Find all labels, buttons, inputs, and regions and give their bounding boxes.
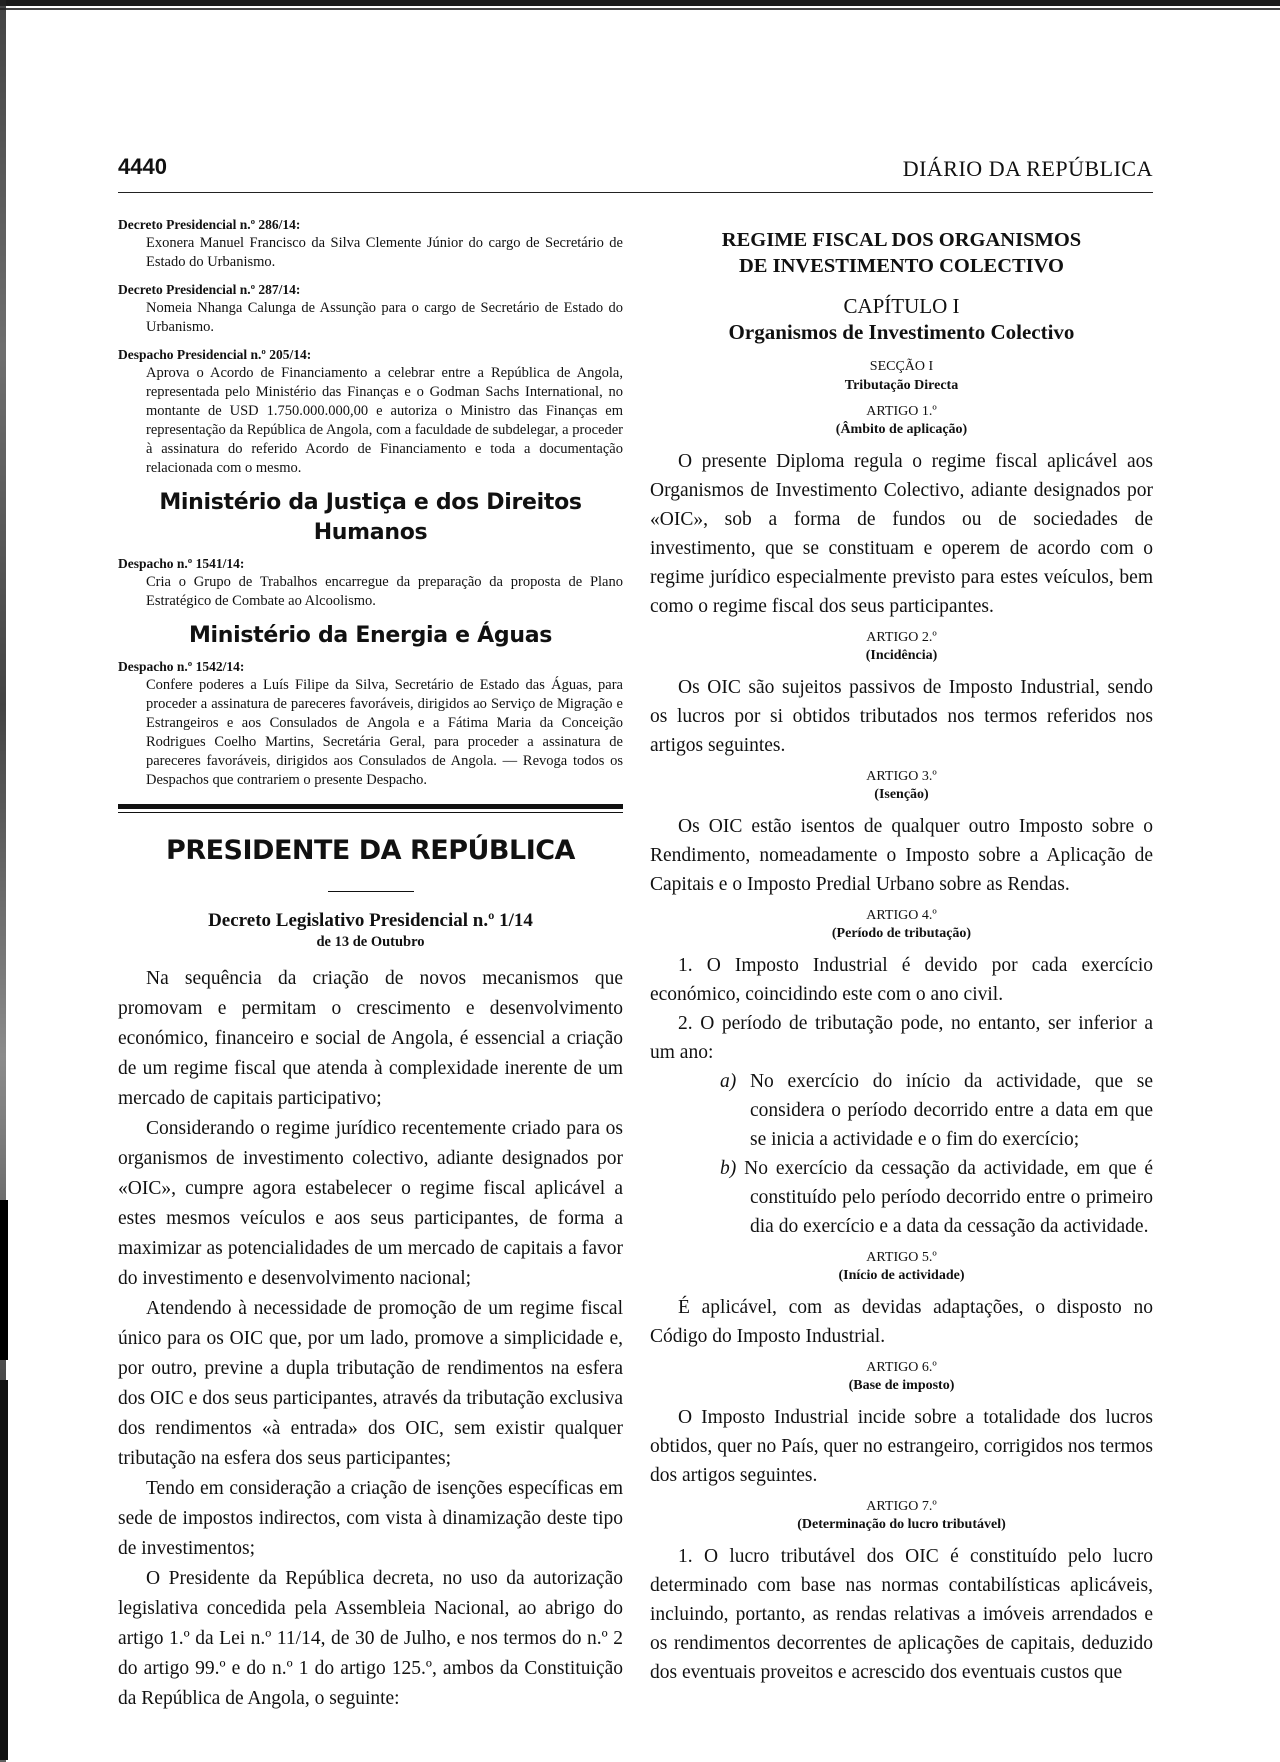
item-text: No exercício do início da actividade, que se considera o período decorrido entre a data em que se inicia a actividade e o fim do exercício; <box>749 1071 1153 1150</box>
president-heading: PRESIDENTE DA REPÚBLICA <box>166 835 575 866</box>
article-label: ARTIGO 7.º <box>866 1499 937 1514</box>
article-text: 1. O lucro tributável dos OIC é constituído pelo lucro determinado com base nas normas contabilísticas aplicáveis, incluindo, portanto, as rendas relativas a imóveis arrendados e os rendimentos decorrentes de aplicações de capitais, deduzido dos eventuais proveitos e acrescido dos eventuais custos que <box>650 1546 1153 1683</box>
left-column <box>118 215 623 1714</box>
chapter-title: Organismos de Investimento Colectivo <box>728 320 1075 344</box>
item-letter: b) <box>720 1158 737 1179</box>
decree-date: de 13 de Outubro <box>316 934 425 950</box>
entry-text: Nomeia Nhanga Calunga de Assunção para o cargo de Secretário de Estado do Urbanismo. <box>146 300 623 335</box>
summary-entry <box>118 554 623 611</box>
regime-title-line: REGIME FISCAL DOS ORGANISMOS <box>721 229 1082 251</box>
scan-edge-top-line <box>0 8 1280 10</box>
divider-thick <box>118 804 623 809</box>
entry-text: Aprova o Acordo de Financiamento a celebrar entre a República de Angola, representada pelo Ministério das Finanças e o Godman Sachs International, no montante de USD 1.750.000.000,00 e autoriza o Ministro das Finanças em representação da República de Angola, com a faculdade de subdelegar, a proceder à assinatura do referido Acordo de Financiamento e toda a documentação relacionada com o mesmo. <box>146 365 623 476</box>
entry-title: Decreto Presidencial n.º 286/14: <box>118 217 301 232</box>
scan-edge-left-mark <box>0 1200 8 1360</box>
divider-thin <box>118 812 623 813</box>
article-text: O Imposto Industrial incide sobre a totalidade dos lucros obtidos, quer no País, quer no estrangeiro, corrigidos nos termos dos artigos seguintes. <box>650 1407 1153 1486</box>
entry-text: Cria o Grupo de Trabalhos encarregue da preparação da proposta de Plano Estratégico de Combate ao Alcoolismo. <box>146 574 623 609</box>
summary-entry <box>118 280 623 337</box>
page-number: 4440 <box>118 154 167 179</box>
preamble-paragraph: O Presidente da República decreta, no uso da autorização legislativa concedida pela Assembleia Nacional, ao abrigo do artigo 1.º da Lei n.º 11/14, de 30 de Julho, e nos termos do n.º 2 do artigo 99.º e do n.º 1 do artigo 125.º, ambos da Constituição da República de Angola, o seguinte: <box>118 1568 623 1709</box>
item-letter: a) <box>720 1071 737 1092</box>
entry-text: Exonera Manuel Francisco da Silva Clemente Júnior do cargo de Secretário de Estado do Urbanismo. <box>146 235 623 270</box>
article-text: Os OIC estão isentos de qualquer outro Imposto sobre o Rendimento, nomeadamente o Imposto sobre a Aplicação de Capitais e o Imposto Predial Urbano sobre as Rendas. <box>650 816 1153 895</box>
article-label: ARTIGO 5.º <box>866 1250 937 1265</box>
article-text: 2. O período de tributação pode, no entanto, ser inferior a um ano: <box>650 1013 1153 1063</box>
scan-edge-left-mark-2 <box>0 1380 8 1760</box>
article-label: ARTIGO 4.º <box>866 908 937 923</box>
entry-title: Despacho Presidencial n.º 205/14: <box>118 347 312 362</box>
article-text: É aplicável, com as devidas adaptações, o disposto no Código do Imposto Industrial. <box>650 1297 1153 1347</box>
decree-title: Decreto Legislativo Presidencial n.º 1/14 <box>208 910 533 931</box>
preamble-paragraph: Atendendo à necessidade de promoção de um regime fiscal único para os OIC que, por um lado, promove a simplicidade e, por outro, previne a dupla tributação de rendimentos na esfera dos OIC e dos seus participantes, através da tributação exclusiva dos rendimentos «à entrada» dos OIC, sem existir qualquer tributação na esfera dos seus participantes; <box>118 1298 623 1469</box>
right-column <box>650 215 1153 1687</box>
article-label: ARTIGO 2.º <box>866 630 937 645</box>
article-label: ARTIGO 1.º <box>866 404 937 419</box>
article-title: (Início de actividade) <box>838 1268 965 1283</box>
article-title: (Determinação do lucro tributável) <box>797 1517 1006 1532</box>
article-label: ARTIGO 3.º <box>866 769 937 784</box>
article-text: 1. O Imposto Industrial é devido por cada exercício económico, coincidindo este com o ano civil. <box>650 955 1153 1005</box>
regime-title-line: DE INVESTIMENTO COLECTIVO <box>738 255 1064 277</box>
summary-entry <box>118 215 623 272</box>
article-title: (Base de imposto) <box>848 1378 955 1393</box>
regime-title <box>650 227 1153 279</box>
section-divider <box>118 804 623 813</box>
ministry-energy-heading: Ministério da Energia e Águas <box>188 623 553 648</box>
item-text: No exercício da cessação da actividade, em que é constituído pelo período decorrido entre o primeiro dia do exercício e a data da cessação da actividade. <box>744 1158 1153 1237</box>
summary-entry <box>118 657 623 790</box>
page-header <box>118 150 1153 193</box>
entry-text: Confere poderes a Luís Filipe da Silva, Secretário de Estado das Águas, para proceder a assinatura de pareceres favoráveis, dirigidos ao Serviço de Migração e Estrangeiros e aos Consulados de Angola e a Fátima Maria da Conceição Rodrigues Coelho Martins, Secretária Geral, para proceder a assinatura de pareceres favoráveis, dirigidos aos Consulados de Angola. — Revoga todos os Despachos que contrariem o presente Despacho. <box>146 677 623 788</box>
preamble-paragraph: Considerando o regime jurídico recentemente criado para os organismos de investimento colectivo, adiante designados por «OIC», cumpre agora estabelecer o regime fiscal aplicável a estes mesmos veículos e aos seus participantes, de forma a maximizar as potencialidades de um mercado de capitais a favor do investimento e desenvolvimento nacional; <box>118 1118 623 1289</box>
scan-edge-top <box>0 0 1280 6</box>
entry-title: Despacho n.º 1541/14: <box>118 556 245 571</box>
entry-title: Decreto Presidencial n.º 287/14: <box>118 282 301 297</box>
section-label: SECÇÃO I <box>869 359 934 374</box>
summary-entry <box>118 345 623 478</box>
preamble-paragraph: Tendo em consideração a criação de isenções específicas em sede de impostos indirectos, com vista à dinamização deste tipo de investimentos; <box>118 1478 623 1559</box>
ministry-justice-heading: Ministério da Justiça e dos Direitos Humanos <box>159 490 582 545</box>
article-item <box>650 1154 1153 1241</box>
preamble-paragraph: Na sequência da criação de novos mecanismos que promovam e permitam o crescimento e desenvolvimento económico, financeiro e social de Angola, é essencial a criação de um regime fiscal que atenda à complexidade inerente de um mercado de capitais participativo; <box>118 968 623 1109</box>
article-title: (Incidência) <box>865 648 938 663</box>
chapter-label: CAPÍTULO I <box>843 294 960 318</box>
article-item <box>650 1067 1153 1154</box>
article-title: (Isenção) <box>874 787 929 802</box>
short-divider <box>328 891 414 892</box>
section-title: Tributação Directa <box>844 378 959 393</box>
article-title: (Âmbito de aplicação) <box>835 422 968 437</box>
journal-title: DIÁRIO DA REPÚBLICA <box>902 156 1153 181</box>
article-text: Os OIC são sujeitos passivos de Imposto Industrial, sendo os lucros por si obtidos tributados nos termos referidos nos artigos seguintes. <box>650 677 1153 756</box>
entry-title: Despacho n.º 1542/14: <box>118 659 245 674</box>
article-label: ARTIGO 6.º <box>866 1360 937 1375</box>
article-text: O presente Diploma regula o regime fiscal aplicável aos Organismos de Investimento Colectivo, adiante designados por «OIC», sob a forma de fundos ou de sociedades de investimento, que se constituam e operem de acordo com o regime jurídico especialmente previsto para estes veículos, bem como o regime fiscal dos seus participantes. <box>650 451 1153 617</box>
article-title: (Período de tributação) <box>831 926 972 941</box>
